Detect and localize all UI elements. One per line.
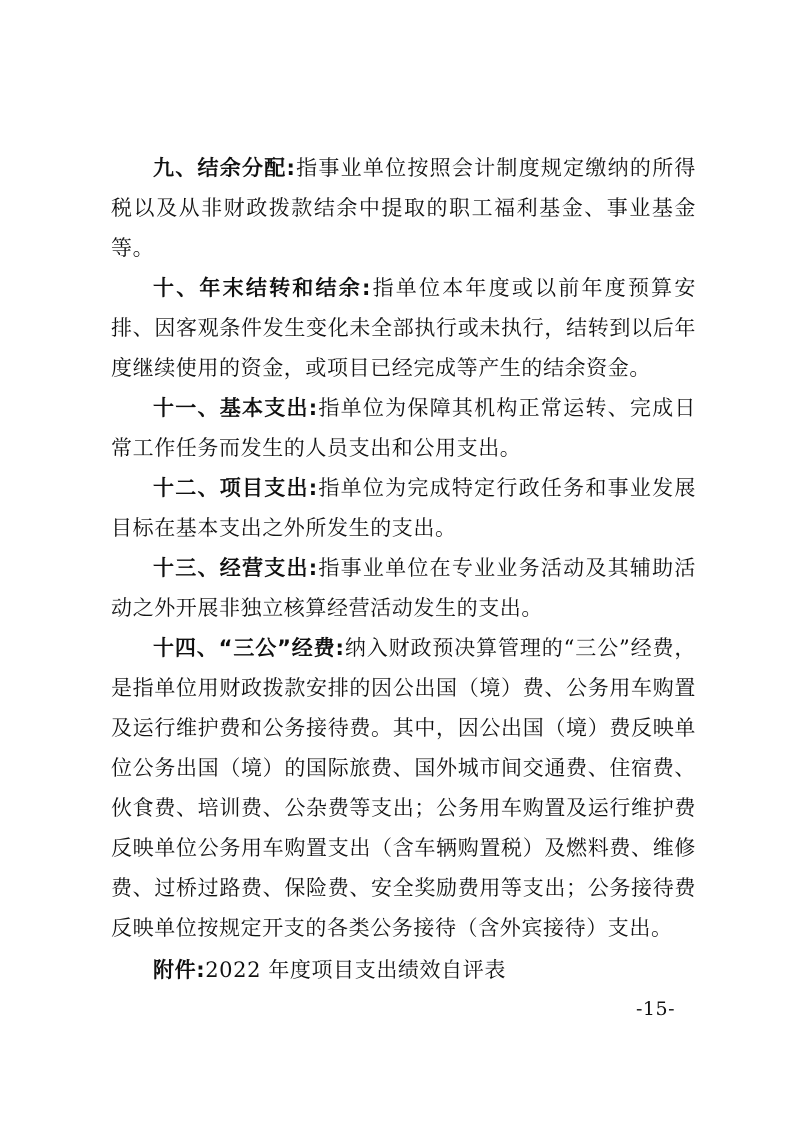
paragraph-basic-expenditure: [111, 388, 696, 468]
paragraph-text: 指事业单位在专业业务活动及其辅助活动之外开展非独立核算经营活动发生的支出。: [111, 556, 696, 620]
paragraph-term: 十四、“三公”经费:: [153, 636, 345, 660]
body-text: [111, 148, 696, 948]
paragraph-surplus-distribution: [111, 148, 696, 268]
paragraph-operating-expenditure: [111, 548, 696, 628]
attachment-line: [153, 950, 506, 990]
paragraph-term: 十、年末结转和结余:: [153, 276, 371, 300]
attachment-text: 2022 年度项目支出绩效自评表: [205, 958, 506, 982]
paragraph-year-end-carryover: [111, 268, 696, 388]
paragraph-project-expenditure: [111, 468, 696, 548]
page-number: -15-: [636, 998, 676, 1020]
paragraph-text: 指单位为完成特定行政任务和事业发展目标在基本支出之外所发生的支出。: [111, 476, 696, 540]
paragraph-text: 纳入财政预决算管理的“三公”经费，是指单位用财政拨款安排的因公出国（境）费、公务用车购置及运行维护费和公务接待费。其中，因公出国（境）费反映单位公务出国（境）的国际旅费、国外城市间交通费、住宿费、伙食费、培训费、公杂费等支出；公务用车购置及运行维护费反映单位公务用车购置支出（含车辆购置税）及燃料费、维修费、过桥过路费、保险费、安全奖励费用等支出；公务接待费反映单位按规定开支的各类公务接待（含外宾接待）支出。: [111, 636, 696, 940]
paragraph-term: 十一、基本支出:: [153, 396, 318, 420]
paragraph-text: 指单位为保障其机构正常运转、完成日常工作任务而发生的人员支出和公用支出。: [111, 396, 696, 460]
paragraph-text: 指事业单位按照会计制度规定缴纳的所得税以及从非财政拨款结余中提取的职工福利基金、事业基金等。: [111, 156, 696, 260]
paragraph-text: 指单位本年度或以前年度预算安排、因客观条件发生变化未全部执行或未执行，结转到以后年度继续使用的资金，或项目已经完成等产生的结余资金。: [111, 276, 696, 380]
paragraph-term: 十二、项目支出:: [153, 476, 318, 500]
paragraph-term: 九、结余分配:: [153, 156, 296, 180]
attachment-label: 附件:: [153, 958, 206, 982]
paragraph-three-public-expenses: [111, 628, 696, 948]
paragraph-term: 十三、经营支出:: [153, 556, 318, 580]
